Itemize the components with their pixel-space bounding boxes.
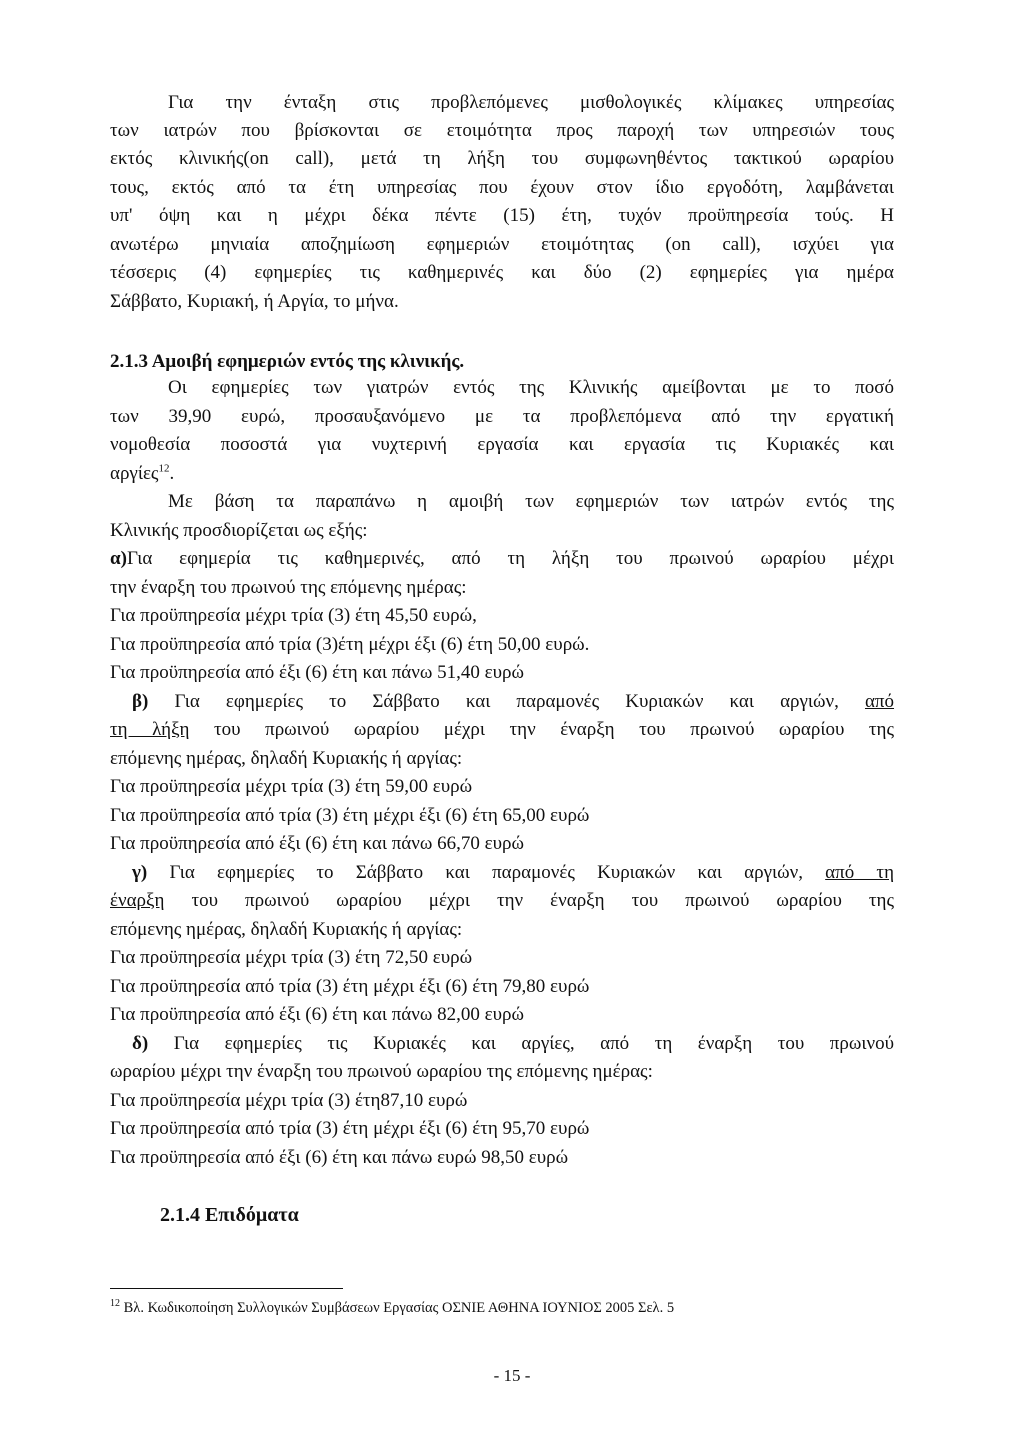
section-c-line xyxy=(110,887,894,915)
paragraph-line xyxy=(110,460,174,488)
section-c-marker: γ) xyxy=(132,862,148,883)
section-c-underlined: έναρξη xyxy=(110,890,165,911)
paragraph-text: αργίες xyxy=(110,463,159,484)
section-d-line xyxy=(132,1030,894,1058)
footnote-number: 12 xyxy=(110,1298,120,1310)
paragraph-line: Για την ένταξη στις προβλεπόμενες μισθολογικές κλίμακες υπηρεσίας xyxy=(168,92,894,113)
paragraph-line: ανωτέρω μηνιαία αποζημίωση εφημεριών ετοιμότητας (on call), ισχύει για xyxy=(110,234,894,255)
paragraph-line: Με βάση τα παραπάνω η αμοιβή των εφημεριών των ιατρών εντός της xyxy=(168,491,894,512)
section-heading-2-1-4: 2.1.4 Επιδόματα xyxy=(160,1204,299,1226)
section-d-item: Για προϋπηρεσία από έξι (6) έτη και πάνω ευρώ 98,50 ευρώ xyxy=(110,1147,569,1168)
section-heading-2-1-3: 2.1.3 Αμοιβή εφημεριών εντός της κλινικής. xyxy=(110,351,465,372)
section-b-text: Για εφημερίες το Σάββατο και παραμονές Κυριακών και αργιών, xyxy=(174,691,839,712)
section-a-item: Για προϋπηρεσία από έξι (6) έτη και πάνω 51,40 ευρώ xyxy=(110,662,524,683)
section-b-line: επόμενης ημέρας, δηλαδή Κυριακής ή αργίας: xyxy=(110,748,463,769)
paragraph-line: εκτός κλινικής(on call), μετά τη λήξη του συμφωνηθέντος τακτικού ωραρίου xyxy=(110,148,894,169)
section-d-item: Για προϋπηρεσία από τρία (3) έτη μέχρι έξι (6) έτη 95,70 ευρώ xyxy=(110,1118,590,1139)
paragraph-line: των ιατρών που βρίσκονται σε ετοιμότητα προς παροχή των υπηρεσιών τους xyxy=(110,120,894,141)
section-c-text: του πρωινού ωραρίου μέχρι την έναρξη του πρωινού ωραρίου της xyxy=(191,890,895,911)
paragraph-line: υπ' όψη και η μέχρι δέκα πέντε (15) έτη, τυχόν προϋπηρεσία τούς. Η xyxy=(110,205,894,226)
section-d-item: Για προϋπηρεσία μέχρι τρία (3) έτη87,10 ευρώ xyxy=(110,1090,468,1111)
section-b-line xyxy=(132,688,894,716)
paragraph-line: Κλινικής προσδιορίζεται ως εξής: xyxy=(110,520,368,541)
section-a-item: Για προϋπηρεσία μέχρι τρία (3) έτη 45,50 ευρώ, xyxy=(110,605,477,626)
section-b-item: Για προϋπηρεσία μέχρι τρία (3) έτη 59,00 ευρώ xyxy=(110,776,473,797)
section-c-item: Για προϋπηρεσία από έξι (6) έτη και πάνω 82,00 ευρώ xyxy=(110,1004,524,1025)
section-c-line: επόμενης ημέρας, δηλαδή Κυριακής ή αργίας: xyxy=(110,919,463,940)
section-c-item: Για προϋπηρεσία από τρία (3) έτη μέχρι έξι (6) έτη 79,80 ευρώ xyxy=(110,976,590,997)
section-d-text: Για εφημερίες τις Κυριακές και αργίες, από τη έναρξη του πρωινού xyxy=(173,1033,894,1054)
section-c-text: Για εφημερίες το Σάββατο και παραμονές Κυριακών και αργιών, xyxy=(169,862,803,883)
section-b-marker: β) xyxy=(132,691,149,712)
paragraph-line: Οι εφημερίες των γιατρών εντός της Κλινικής αμείβονται με το ποσό xyxy=(168,377,894,398)
section-d-marker: δ) xyxy=(132,1033,149,1054)
footnote xyxy=(110,1300,674,1317)
section-b-item: Για προϋπηρεσία από τρία (3) έτη μέχρι έξι (6) έτη 65,00 ευρώ xyxy=(110,805,590,826)
section-b-item: Για προϋπηρεσία από έξι (6) έτη και πάνω 66,70 ευρώ xyxy=(110,833,524,854)
section-a-marker: α) xyxy=(110,548,127,569)
paragraph-text: . xyxy=(169,463,175,484)
section-c-item: Για προϋπηρεσία μέχρι τρία (3) έτη 72,50 ευρώ xyxy=(110,947,473,968)
paragraph-line: τους, εκτός από τα έτη υπηρεσίας που έχουν στον ίδιο εργοδότη, λαμβάνεται xyxy=(110,177,894,198)
section-b-underlined: από xyxy=(864,691,895,712)
section-d-line: ωραρίου μέχρι την έναρξη του πρωινού ωραρίου της επόμενης ημέρας: xyxy=(110,1061,653,1082)
section-b-text: του πρωινού ωραρίου μέχρι την έναρξη του πρωινού ωραρίου της xyxy=(214,719,894,740)
section-a-item: Για προϋπηρεσία από τρία (3)έτη μέχρι έξι (6) έτη 50,00 ευρώ. xyxy=(110,634,590,655)
section-a-line xyxy=(110,545,894,573)
section-c-line xyxy=(132,859,894,887)
paragraph-line: νομοθεσία ποσοστά για νυχτερινή εργασία και εργασία τις Κυριακές και xyxy=(110,434,894,455)
section-b-underlined: τη λήξη xyxy=(110,719,190,740)
footnote-reference: 12 xyxy=(158,462,170,475)
paragraph-line: τέσσερις (4) εφημερίες τις καθημερινές και δύο (2) εφημερίες για ημέρα xyxy=(110,262,894,283)
paragraph-line: Σάββατο, Κυριακή, ή Αργία, το μήνα. xyxy=(110,291,399,312)
section-a-line: την έναρξη του πρωινού της επόμενης ημέρας: xyxy=(110,577,467,598)
section-b-line xyxy=(110,716,894,744)
section-a-text: Για εφημερία τις καθημερινές, από τη λήξη του πρωινού ωραρίου μέχρι xyxy=(126,548,894,569)
footnote-separator xyxy=(110,1288,343,1289)
footnote-text: Βλ. Κωδικοποίηση Συλλογικών Συμβάσεων Εργασίας ΟΣΝΙΕ ΑΘΗΝΑ ΙΟΥΝΙΟΣ 2005 Σελ. 5 xyxy=(123,1300,675,1316)
page-number: - 15 - xyxy=(493,1366,531,1385)
section-c-underlined: από τη xyxy=(825,862,895,883)
paragraph-line: των 39,90 ευρώ, προσαυξανόμενο με τα προβλεπόμενα από την εργατική xyxy=(110,406,894,427)
